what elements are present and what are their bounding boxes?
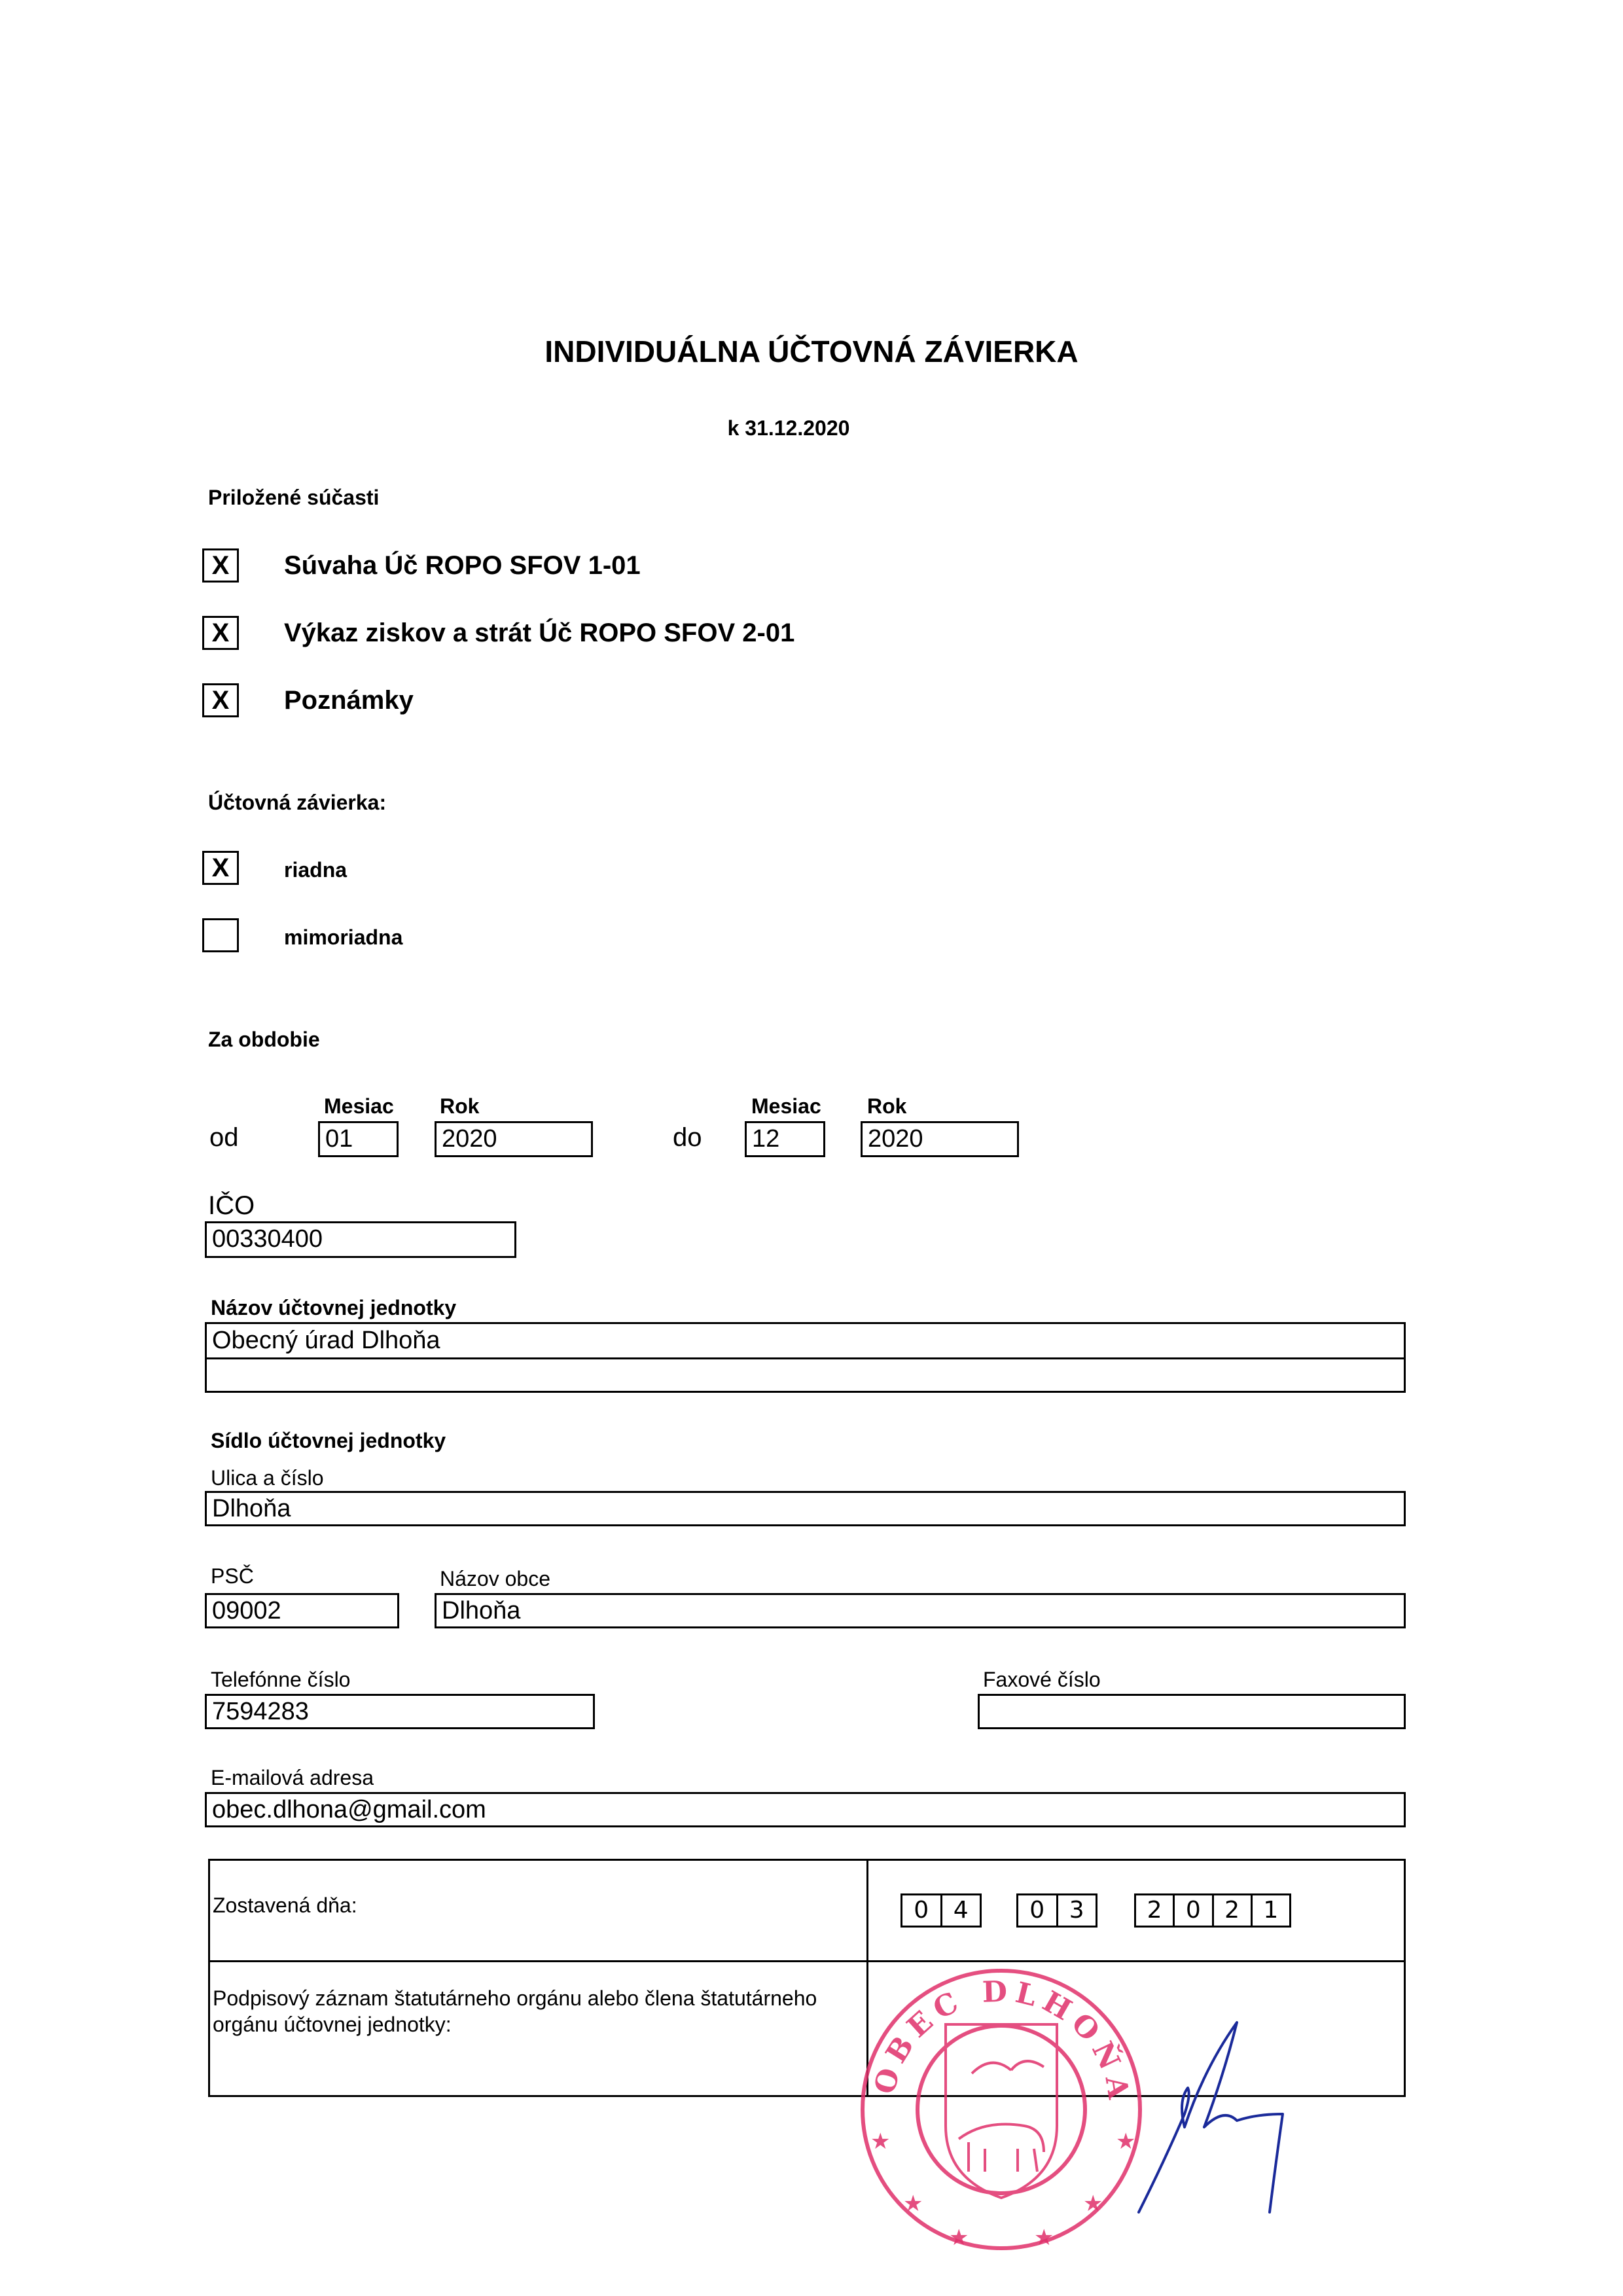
attachment-checkbox-notes[interactable]: X bbox=[202, 683, 239, 717]
from-month-field[interactable]: 01 bbox=[318, 1121, 399, 1157]
closing-checkbox-regular[interactable]: X bbox=[202, 851, 239, 885]
svg-text:★: ★ bbox=[870, 2128, 891, 2155]
attachment-label-balance: Súvaha Úč ROPO SFOV 1-01 bbox=[284, 551, 641, 580]
seat-heading: Sídlo účtovnej jednotky bbox=[211, 1429, 446, 1452]
from-month-header: Mesiac bbox=[324, 1094, 394, 1118]
to-month-header: Mesiac bbox=[751, 1094, 821, 1118]
town-field[interactable]: Dlhoňa bbox=[435, 1593, 1406, 1628]
svg-text:★: ★ bbox=[1083, 2191, 1103, 2217]
email-label: E-mailová adresa bbox=[211, 1766, 374, 1789]
phone-label: Telefónne číslo bbox=[211, 1668, 351, 1691]
signature-label: Podpisový záznam štatutárneho orgánu alebo člena štatutárneho orgánu účtovnej jednotky: bbox=[213, 1986, 817, 2036]
attachment-label-notes: Poznámky bbox=[284, 686, 414, 715]
svg-text:★: ★ bbox=[1116, 2128, 1136, 2155]
svg-text:★: ★ bbox=[1034, 2225, 1054, 2251]
ico-field[interactable]: 00330400 bbox=[205, 1221, 516, 1258]
psc-field[interactable]: 09002 bbox=[205, 1593, 399, 1628]
official-stamp-icon bbox=[854, 1962, 1149, 2257]
to-year-field[interactable]: 2020 bbox=[861, 1121, 1019, 1157]
attachments-heading: Priložené súčasti bbox=[208, 486, 380, 509]
closing-checkbox-extraordinary[interactable] bbox=[202, 918, 239, 952]
street-field[interactable]: Dlhoňa bbox=[205, 1491, 1406, 1526]
attachment-label-income: Výkaz ziskov a strát Úč ROPO SFOV 2-01 bbox=[284, 619, 795, 647]
email-field[interactable]: obec.dlhona@gmail.com bbox=[205, 1792, 1406, 1827]
psc-label: PSČ bbox=[211, 1564, 254, 1588]
entity-name-line1[interactable]: Obecný úrad Dlhoňa bbox=[212, 1327, 440, 1354]
closing-label-regular: riadna bbox=[284, 858, 348, 882]
town-label: Názov obce bbox=[440, 1567, 550, 1590]
phone-field[interactable]: 7594283 bbox=[205, 1694, 595, 1729]
to-label: do bbox=[673, 1123, 702, 1152]
to-month-field[interactable]: 12 bbox=[745, 1121, 825, 1157]
compiled-month-digit: 0 bbox=[1018, 1895, 1058, 1926]
from-year-header: Rok bbox=[440, 1094, 480, 1118]
table-horizontal-divider bbox=[210, 1960, 1404, 1962]
svg-text:★: ★ bbox=[949, 2225, 969, 2251]
compiled-year-digit: 2 bbox=[1136, 1895, 1175, 1926]
compiled-year-digit: 1 bbox=[1263, 1897, 1279, 1924]
compiled-month-field[interactable] bbox=[1016, 1893, 1097, 1928]
entity-name-field[interactable] bbox=[205, 1322, 1406, 1393]
date-label: k 31.12.2020 bbox=[727, 416, 850, 440]
compiled-day-field[interactable] bbox=[901, 1893, 982, 1928]
compiled-day-digit: 0 bbox=[902, 1895, 942, 1926]
attachment-checkbox-balance[interactable]: X bbox=[202, 548, 239, 583]
from-label: od bbox=[209, 1123, 239, 1152]
to-year-header: Rok bbox=[867, 1094, 907, 1118]
attachment-checkbox-income[interactable]: X bbox=[202, 616, 239, 650]
svg-text:★: ★ bbox=[903, 2191, 923, 2217]
compiled-year-digit: 2 bbox=[1214, 1895, 1253, 1926]
closing-label-extraordinary: mimoriadna bbox=[284, 925, 403, 949]
compiled-year-field[interactable] bbox=[1134, 1893, 1291, 1928]
stamp-text: OBEC DLHOŇA bbox=[868, 1975, 1136, 2108]
page-title: INDIVIDUÁLNA ÚČTOVNÁ ZÁVIERKA bbox=[544, 334, 1079, 368]
period-heading: Za obdobie bbox=[208, 1028, 320, 1051]
fax-label: Faxové číslo bbox=[983, 1668, 1101, 1691]
fax-field[interactable] bbox=[978, 1694, 1406, 1729]
entity-name-line2[interactable] bbox=[207, 1357, 1404, 1391]
compiled-year-digit: 0 bbox=[1175, 1895, 1213, 1926]
street-label: Ulica a číslo bbox=[211, 1466, 324, 1490]
compiled-month-digit: 3 bbox=[1069, 1897, 1084, 1924]
ico-label: IČO bbox=[208, 1191, 255, 1220]
compiled-day-digit: 4 bbox=[953, 1897, 969, 1924]
handwritten-signature bbox=[1126, 2016, 1296, 2225]
from-year-field[interactable]: 2020 bbox=[435, 1121, 593, 1157]
entity-name-label: Názov účtovnej jednotky bbox=[211, 1296, 457, 1319]
closing-type-heading: Účtovná závierka: bbox=[208, 791, 387, 814]
compiled-label: Zostavená dňa: bbox=[213, 1893, 357, 1917]
